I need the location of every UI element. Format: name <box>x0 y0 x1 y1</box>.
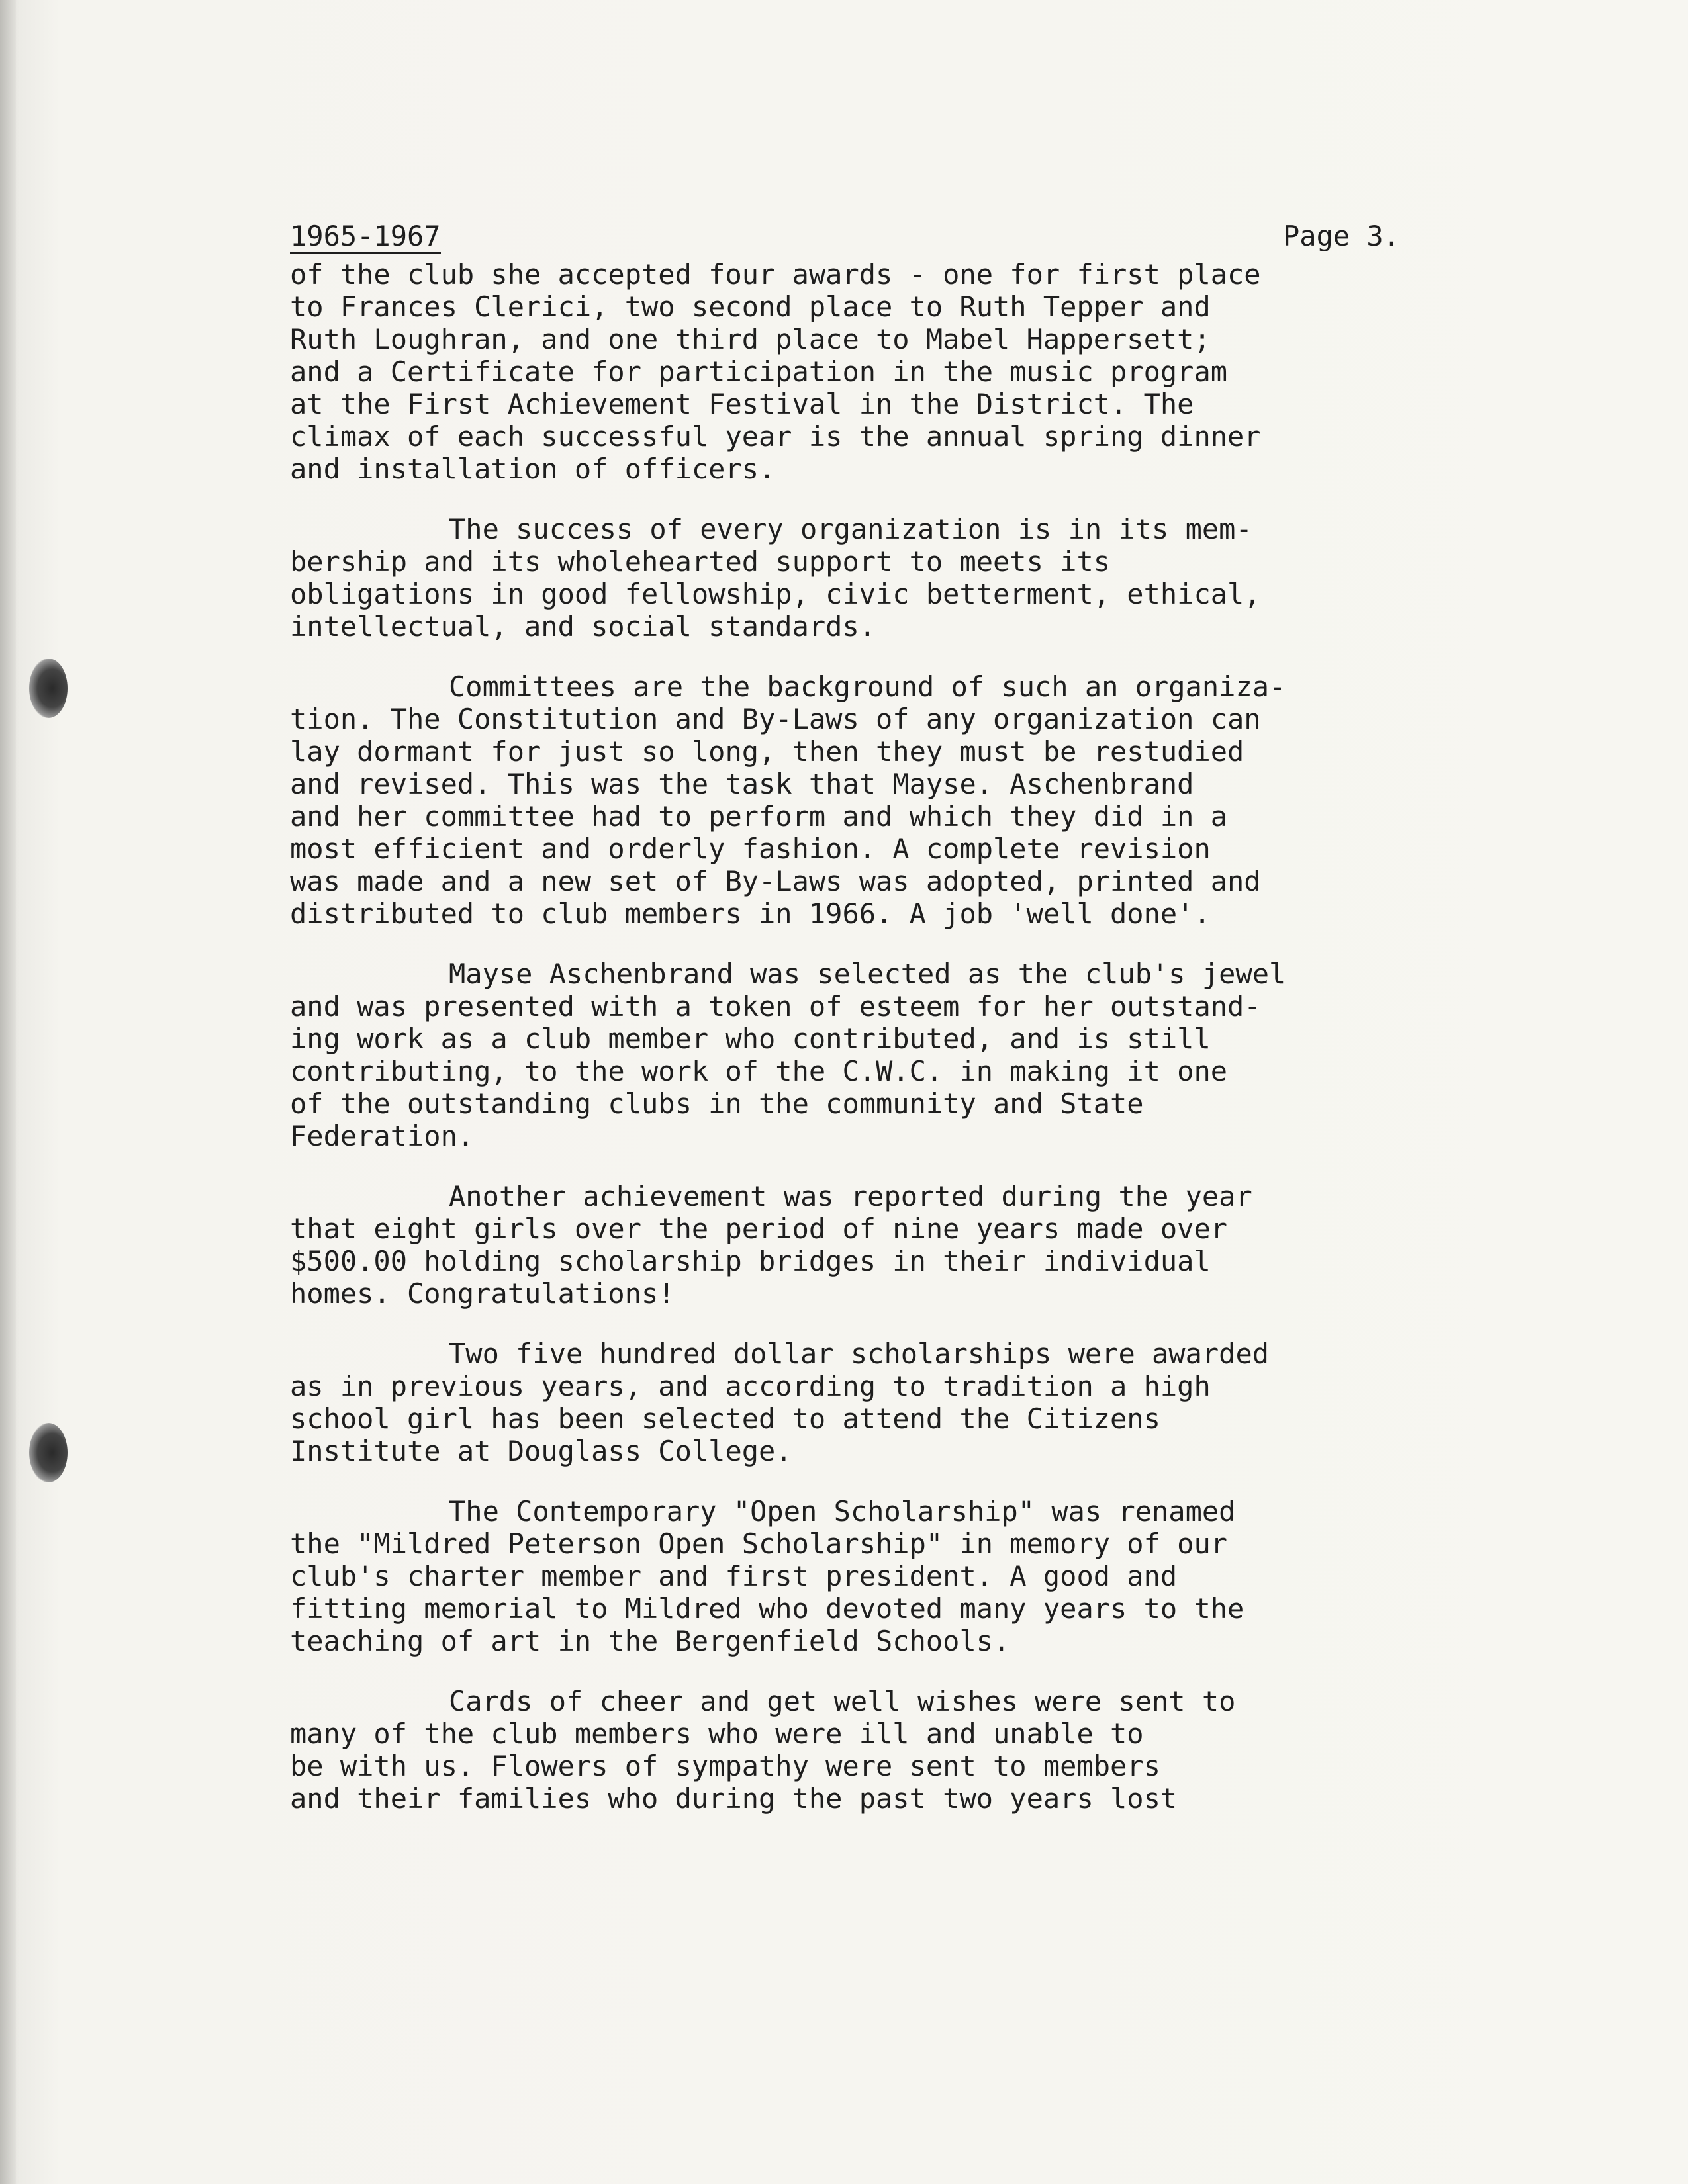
paragraph <box>290 1338 1495 1467</box>
paragraph <box>290 1495 1495 1657</box>
text-line-content: Mayse Aschenbrand was selected as the club's jewel <box>449 958 1286 990</box>
text-line: climax of each successful year is the annual spring dinner <box>290 420 1261 453</box>
text-line: $500.00 holding scholarship bridges in their individual <box>290 1245 1211 1277</box>
paragraph <box>290 258 1495 485</box>
text-line <box>290 1180 1495 1212</box>
binder-hole-top <box>29 659 68 718</box>
text-line: teaching of art in the Bergenfield Schools. <box>290 1625 1010 1657</box>
paragraph <box>290 1180 1495 1310</box>
text-line: intellectual, and social standards. <box>290 610 876 643</box>
paragraph <box>290 670 1495 930</box>
paragraphs <box>290 258 1495 1815</box>
text-line: of the club she accepted four awards - one for first place <box>290 258 1261 291</box>
text-line: and a Certificate for participation in the music program <box>290 355 1228 388</box>
text-line <box>290 1685 1495 1717</box>
text-line: lay dormant for just so long, then they must be restudied <box>290 735 1244 768</box>
text-line: most efficient and orderly fashion. A complete revision <box>290 833 1211 865</box>
text-line: that eight girls over the period of nine years made over <box>290 1212 1228 1245</box>
text-line: many of the club members who were ill and unable to <box>290 1717 1144 1750</box>
text-line: as in previous years, and according to tradition a high <box>290 1370 1211 1402</box>
text-line: and was presented with a token of esteem for her outstand- <box>290 990 1261 1023</box>
text-line <box>290 1338 1495 1370</box>
text-line: contributing, to the work of the C.W.C. in making it one <box>290 1055 1228 1087</box>
text-line: distributed to club members in 1966. A job 'well done'. <box>290 897 1211 930</box>
binder-hole-bottom <box>29 1423 68 1482</box>
text-line: obligations in good fellowship, civic betterment, ethical, <box>290 578 1261 610</box>
text-line: at the First Achievement Festival in the District. The <box>290 388 1194 420</box>
text-line: and revised. This was the task that Mayse. Aschenbrand <box>290 768 1194 800</box>
text-line: and their families who during the past two years lost <box>290 1782 1178 1815</box>
text-line: school girl has been selected to attend the Citizens <box>290 1402 1160 1435</box>
text-line <box>290 1495 1495 1527</box>
page-header <box>290 212 1495 258</box>
text-line: Federation. <box>290 1120 475 1152</box>
text-line: homes. Congratulations! <box>290 1277 675 1310</box>
text-line: was made and a new set of By-Laws was adopted, printed and <box>290 865 1261 897</box>
text-line-content: Cards of cheer and get well wishes were sent to <box>449 1685 1236 1717</box>
text-line: to Frances Clerici, two second place to Ruth Tepper and <box>290 291 1211 323</box>
text-line: and installation of officers. <box>290 453 776 485</box>
page-number: Page 3. <box>1283 220 1401 252</box>
text-line: be with us. Flowers of sympathy were sent to members <box>290 1750 1160 1782</box>
text-line: club's charter member and first president. A good and <box>290 1560 1178 1592</box>
text-line <box>290 958 1495 990</box>
text-line: Ruth Loughran, and one third place to Mabel Happersett; <box>290 323 1211 355</box>
text-line-content: Two five hundred dollar scholarships were awarded <box>449 1338 1270 1370</box>
text-line: and her committee had to perform and which they did in a <box>290 800 1228 833</box>
text-line: Institute at Douglass College. <box>290 1435 792 1467</box>
text-line: the "Mildred Peterson Open Scholarship" in memory of our <box>290 1527 1228 1560</box>
text-line: fitting memorial to Mildred who devoted many years to the <box>290 1592 1244 1625</box>
text-line: bership and its wholehearted support to meets its <box>290 545 1111 578</box>
text-line-content: The success of every organization is in its mem- <box>449 513 1252 545</box>
paragraph <box>290 513 1495 643</box>
document-body <box>290 212 1495 1843</box>
text-line: of the outstanding clubs in the community and State <box>290 1087 1144 1120</box>
text-line-content: The Contemporary "Open Scholarship" was renamed <box>449 1495 1236 1527</box>
text-line: ing work as a club member who contributed, and is still <box>290 1023 1211 1055</box>
text-line <box>290 513 1495 545</box>
header-years: 1965-1967 <box>290 220 441 254</box>
binding-edge <box>0 0 16 2184</box>
text-line-content: Another achievement was reported during the year <box>449 1180 1252 1212</box>
text-line <box>290 670 1495 703</box>
paragraph <box>290 958 1495 1152</box>
text-line: tion. The Constitution and By-Laws of any organization can <box>290 703 1261 735</box>
paragraph <box>290 1685 1495 1815</box>
text-line-content: Committees are the background of such an organiza- <box>449 670 1286 703</box>
